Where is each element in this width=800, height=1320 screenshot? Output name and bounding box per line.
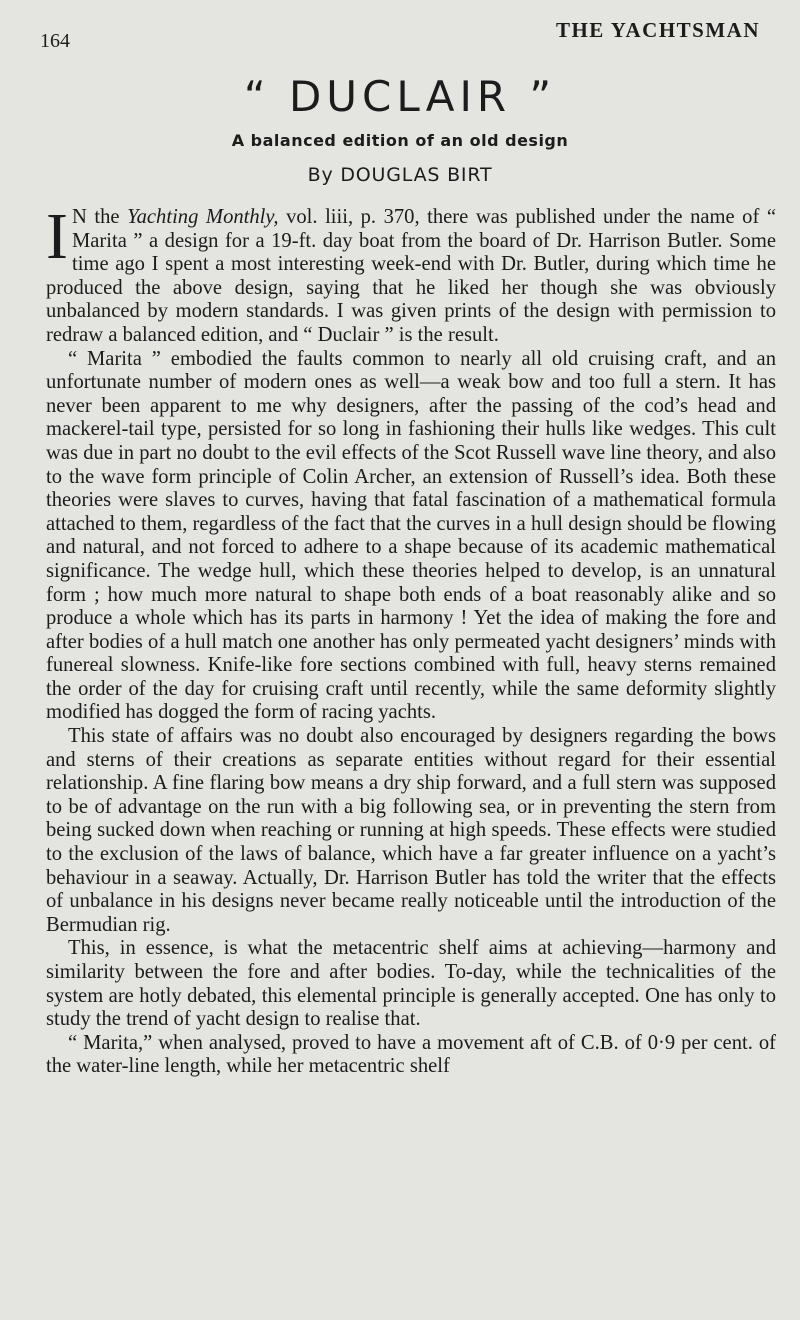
article-byline: By DOUGLAS BIRT bbox=[307, 164, 493, 186]
paragraph-4: This, in essence, is what the metacentric shelf aims at achieving—harmony and similarity between the fore and after bodies. To-day, while the technicalities of the system are hotly debated, this elemental principle is generally accepted. One has only to study the trend of yacht design to realise that. bbox=[46, 937, 776, 1031]
article-title: “ DUCLAIR ” bbox=[243, 72, 557, 121]
article-body bbox=[46, 200, 776, 1079]
paragraph-3: This state of affairs was no doubt also encouraged by designers regarding the bows and sterns of their creations as separate entities without regard for their essential relationship. A fine flaring bow means a dry ship forward, and a full stern was supposed to be of advantage on the run with a big following sea, or in preventing the stern from being sucked down when reaching or running at high speeds. These effects were studied to the exclusion of the laws of balance, which have a far greater influence on a yacht’s behaviour in a seaway. Actually, Dr. Harrison Butler has told the writer that the effects of unbalance in his designs never became really noticeable until the introduction of the Bermudian rig. bbox=[46, 725, 776, 936]
running-head: THE YACHTSMAN bbox=[555, 18, 760, 42]
paragraph-1-text-start: N the bbox=[71, 206, 128, 228]
page-number: 164 bbox=[40, 30, 70, 52]
paragraph-2: “ Marita ” embodied the faults common to nearly all old cruising craft, and an unfortunate number of modern ones as well—a weak bow and too full a stern. It has never been apparent to me why designers, after the passing of the cod’s head and mackerel-tail type, persisted for so long in fashioning their hulls like wedges. This cult was due in part no doubt to the evil effects of the Scot Russell wave line theory, and also to the wave form principle of Colin Archer, an extension of Russell’s idea. Both these theories were slaves to curves, having that fatal fascination of a mathematical formula attached to them, regardless of the fact that the curves in a hull design should be flowing and natural, and not forced to adhere to a shape because of its academic mathematical significance. The wedge hull, which these theories helped to develop, is an unnatural form ; how much more natural to shape both ends of a boat reasonably alike and so produce a whole which has its parts in harmony ! Yet the idea of making the fore and after bodies of a hull match one another has only permeated yacht designers’ minds with funereal slowness. Knife-like fore sections combined with full, heavy sterns remained the order of the day for cruising craft until recently, while the same deformity slightly modified has dogged the form of racing yachts. bbox=[46, 347, 776, 724]
publication-name: Yachting Monthly, bbox=[127, 206, 279, 228]
article-subtitle: A balanced edition of an old design bbox=[231, 131, 569, 150]
paragraph-1 bbox=[46, 200, 776, 348]
paragraph-1-text-rest: vol. liii, p. 370, there was published under the name of “ Marita ” a design for a 19-ft. day boat from the board of Dr. Harrison Butler. Some time ago I spent a most interesting week-end with Dr. Butler, during which time he produced the above design, saying that he liked her though she was obviously unbalanced by modern standards. I was given prints of the design with permission to redraw a balanced edition, and “ Duclair ” is the result. bbox=[46, 206, 776, 346]
drop-cap: I bbox=[46, 200, 68, 273]
paragraph-5: “ Marita,” when analysed, proved to have a movement aft of C.B. of 0·9 per cent. of the water-line length, while her metacentric shelf bbox=[46, 1031, 776, 1078]
